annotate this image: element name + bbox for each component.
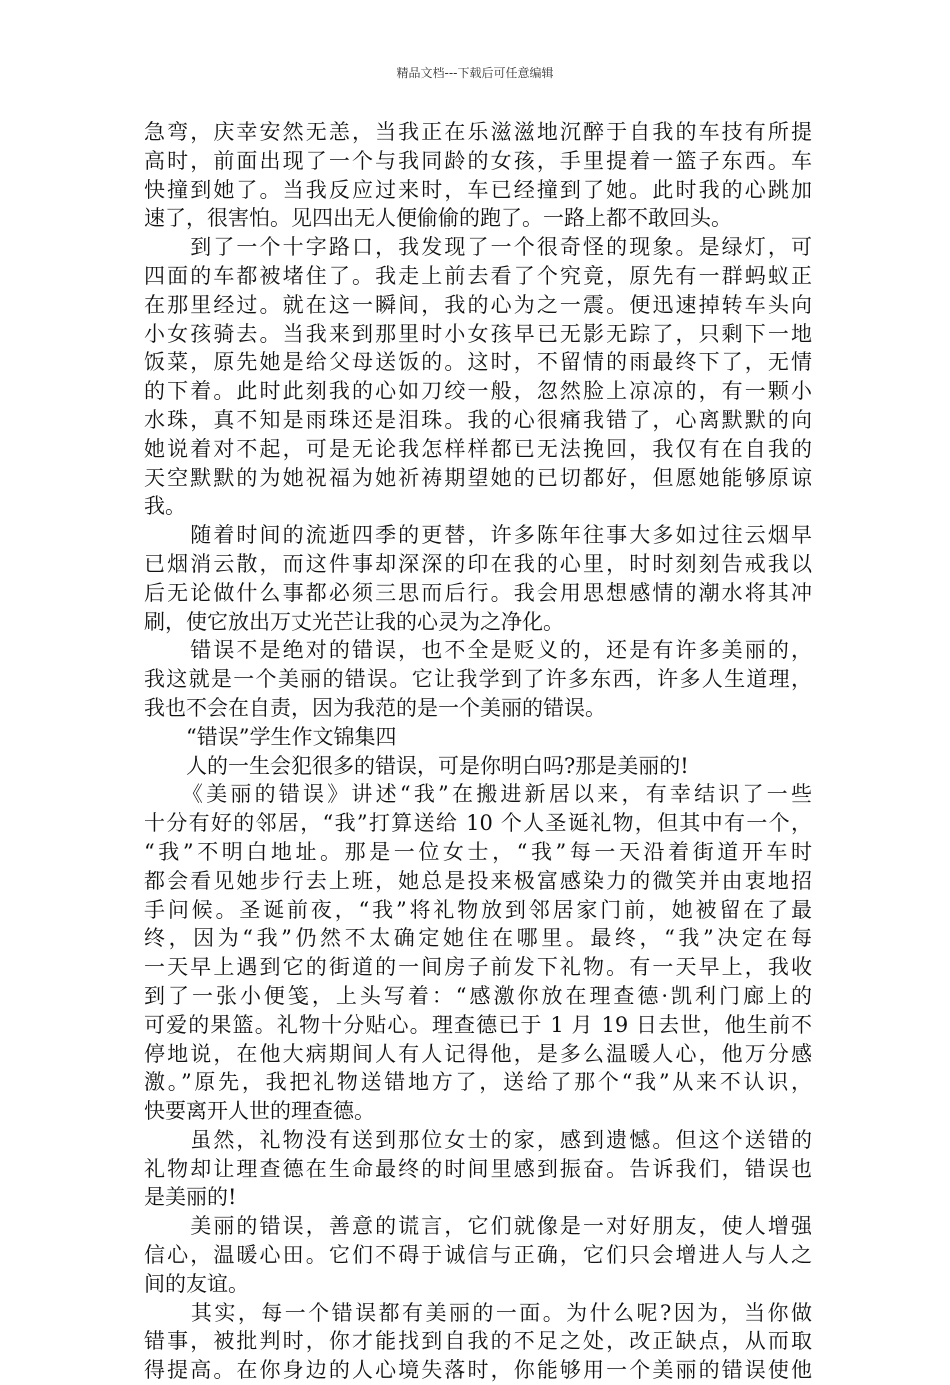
text-line: 间的友谊。 <box>144 1271 249 1296</box>
text-line: 人的一生会犯很多的错误，可是你明白吗?那是美丽的! <box>144 753 689 778</box>
text-line: 我这就是一个美丽的错误。它让我学到了许多东西，许多人生道理， <box>144 667 812 692</box>
text-line: 到了一个十字路口，我发现了一个很奇怪的现象。是绿灯，可 <box>144 235 812 260</box>
text-line: 虽然，礼物没有送到那位女士的家，感到遗憾。但这个送错的 <box>144 1127 812 1152</box>
text-line: 可爱的果篮。礼物十分贴心。理查德已于 1 月 19 日去世，他生前不 <box>144 1012 812 1037</box>
text-line: 快撞到她了。当我反应过来时，车已经撞到了她。此时我的心跳加 <box>144 177 812 202</box>
text-line: 随着时间的流逝四季的更替，许多陈年往事大多如过往云烟早 <box>144 523 812 548</box>
text-line: 速了，很害怕。见四出无人便偷偷的跑了。一路上都不敢回头。 <box>144 206 732 231</box>
text-line: 错误不是绝对的错误，也不全是贬义的，还是有许多美丽的， <box>144 638 812 663</box>
text-line: 一天早上遇到它的街道的一间房子前发下礼物。有一天早上，我收 <box>144 955 812 980</box>
text-line: 都会看见她步行去上班，她总是投来极富感染力的微笑并由衷地招 <box>144 868 812 893</box>
text-line: 刷，使它放出万丈光芒让我的心灵为之净化。 <box>144 609 564 634</box>
text-line: “错误”学生作文锦集四 <box>144 724 397 749</box>
text-line: 十分有好的邻居，“我”打算送给 10 个人圣诞礼物，但其中有一个， <box>144 811 812 836</box>
text-line: 小女孩骑去。当我来到那里时小女孩早已无影无踪了，只剩下一地 <box>144 321 812 346</box>
text-line: 已烟消云散，而这件事却深深的印在我的心里，时时刻刻告戒我以 <box>144 551 812 576</box>
text-line: 激。”原先，我把礼物送错地方了，送给了那个“我”从来不认识， <box>144 1070 812 1095</box>
text-line: 急弯，庆幸安然无恙，当我正在乐滋滋地沉醉于自我的车技有所提 <box>144 120 812 144</box>
document-body <box>144 118 812 1385</box>
text-line: 停地说，在他大病期间人有人记得他，是多么温暖人心，他万分感 <box>144 1041 812 1066</box>
text-line: 终，因为“我”仍然不太确定她住在哪里。最终，“我”决定在每 <box>144 926 812 951</box>
page-header: 精品文档---下载后可任意编辑 <box>396 66 554 80</box>
text-line: 我也不会在自责，因为我范的是一个美丽的错误。 <box>144 695 606 720</box>
text-line: 天空默默的为她祝福为她祈祷期望她的已切都好，但愿她能够原谅 <box>144 465 812 490</box>
text-line: “我”不明白地址。那是一位女士，“我”每一天沿着街道开车时 <box>144 839 812 864</box>
text-line: 的下着。此时此刻我的心如刀绞一般，忽然脸上凉凉的，有一颗小 <box>144 379 812 404</box>
text-line: 到了一张小便笺，上头写着：“感激你放在理查德·凯利门廊上的 <box>144 983 812 1008</box>
text-line: 其实，每一个错误都有美丽的一面。为什么呢?因为，当你做 <box>144 1300 812 1325</box>
text-line: 是美丽的! <box>144 1185 237 1210</box>
text-line: 我。 <box>144 494 186 519</box>
text-line: 信心，温暖心田。它们不碍于诚信与正确，它们只会增进人与人之 <box>144 1243 812 1268</box>
text-line: 快要离开人世的理查德。 <box>144 1099 375 1124</box>
text-line: 在那里经过。就在这一瞬间，我的心为之一震。便迅速掉转车头向 <box>144 292 812 317</box>
text-line: 手问候。圣诞前夜，“我”将礼物放到邻居家门前，她被留在了最 <box>144 897 812 922</box>
text-line: 她说着对不起，可是无论我怎样样都已无法挽回，我仅有在自我的 <box>144 436 812 461</box>
text-line: 饭菜，原先她是给父母送饭的。这时，不留情的雨最终下了，无情 <box>144 350 812 375</box>
text-line: 得提高。在你身边的人心境失落时，你能够用一个美丽的错误使他 <box>144 1358 812 1383</box>
text-line: 美丽的错误，善意的谎言，它们就像是一对好朋友，使人增强 <box>144 1214 812 1239</box>
text-line: 高时，前面出现了一个与我同龄的女孩，手里提着一篮子东西。车 <box>144 148 812 173</box>
text-line: 水珠，真不知是雨珠还是泪珠。我的心很痛我错了，心离默默的向 <box>144 407 812 432</box>
text-line: 错事，被批判时，你才能找到自我的不足之处，改正缺点，从而取 <box>144 1329 812 1354</box>
text-line: 《美丽的错误》讲述“我”在搬进新居以来，有幸结识了一些 <box>144 782 812 807</box>
text-line: 礼物却让理查德在生命最终的时间里感到振奋。告诉我们，错误也 <box>144 1156 812 1181</box>
text-line: 后无论做什么事都必须三思而后行。我会用思想感情的潮水将其冲 <box>144 580 812 605</box>
text-line: 四面的车都被堵住了。我走上前去看了个究竟，原先有一群蚂蚁正 <box>144 263 812 288</box>
